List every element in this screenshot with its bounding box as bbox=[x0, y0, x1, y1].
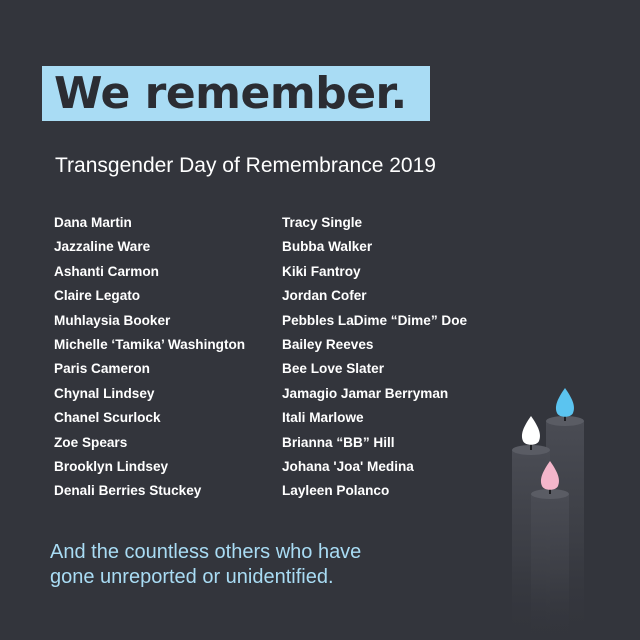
names-list-right bbox=[282, 211, 467, 504]
names-list-left bbox=[54, 211, 245, 504]
list-item: Denali Berries Stuckey bbox=[54, 483, 202, 499]
list-item: Itali Marlowe bbox=[282, 410, 364, 426]
footer-line: gone unreported or unidentified. bbox=[50, 566, 334, 588]
list-item: Chynal Lindsey bbox=[54, 385, 155, 401]
list-item: Jordan Cofer bbox=[282, 288, 367, 304]
headline: We remember. bbox=[54, 68, 407, 119]
candles-illustration bbox=[500, 380, 640, 640]
list-item: Ashanti Carmon bbox=[54, 263, 159, 279]
subtitle: Transgender Day of Remembrance 2019 bbox=[55, 154, 436, 177]
list-item: Brooklyn Lindsey bbox=[54, 458, 169, 474]
list-item: Pebbles LaDime “Dime” Doe bbox=[282, 312, 468, 328]
list-item: Layleen Polanco bbox=[282, 483, 390, 499]
list-item: Muhlaysia Booker bbox=[54, 312, 171, 328]
list-item: Kiki Fantroy bbox=[282, 263, 361, 279]
list-item: Johana 'Joa' Medina bbox=[282, 458, 414, 474]
list-item: Paris Cameron bbox=[54, 361, 150, 377]
list-item: Zoe Spears bbox=[54, 434, 128, 450]
list-item: Bubba Walker bbox=[282, 239, 373, 255]
list-item: Brianna “BB” Hill bbox=[282, 434, 395, 450]
list-item: Bailey Reeves bbox=[282, 336, 374, 352]
list-item: Tracy Single bbox=[282, 215, 363, 230]
list-item: Claire Legato bbox=[54, 288, 141, 304]
list-item: Chanel Scurlock bbox=[54, 410, 161, 426]
footer-line: And the countless others who have bbox=[50, 541, 362, 563]
list-item: Bee Love Slater bbox=[282, 361, 384, 377]
footer-note bbox=[50, 540, 361, 590]
list-item: Jazzaline Ware bbox=[54, 239, 151, 255]
list-item: Dana Martin bbox=[54, 215, 132, 230]
list-item: Michelle ‘Tamika’ Washington bbox=[54, 336, 246, 352]
list-item: Jamagio Jamar Berryman bbox=[282, 385, 449, 401]
